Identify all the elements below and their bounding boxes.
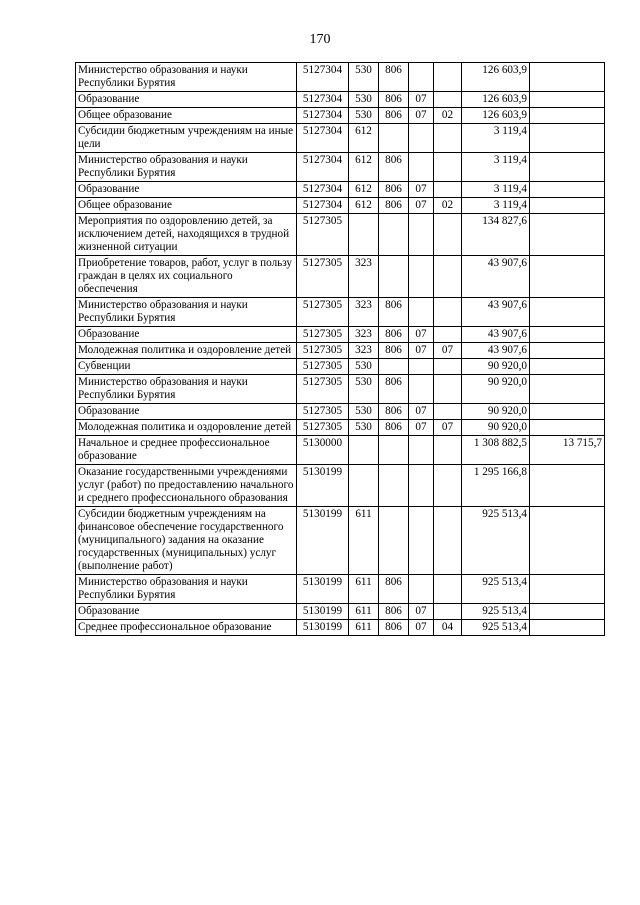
amount-extra-cell: [530, 298, 605, 327]
table-row: [76, 375, 605, 404]
subsection-code-cell: 07: [434, 420, 462, 436]
expense-type-cell: 612: [349, 182, 379, 198]
subsection-code-cell: [434, 256, 462, 298]
table-row: [76, 420, 605, 436]
section-code-cell: 07: [409, 604, 434, 620]
section-code-cell: [409, 298, 434, 327]
section-code-cell: 07: [409, 108, 434, 124]
amount-extra-cell: [530, 359, 605, 375]
department-code-cell: 806: [379, 63, 409, 92]
budget-table-body: [76, 63, 605, 636]
amount-cell: 126 603,9: [462, 63, 530, 92]
amount-extra-cell: [530, 327, 605, 343]
department-code-cell: 806: [379, 404, 409, 420]
amount-cell: 134 827,6: [462, 214, 530, 256]
target-article-cell: 5127305: [297, 420, 349, 436]
section-code-cell: [409, 465, 434, 507]
amount-extra-cell: [530, 620, 605, 636]
amount-cell: 3 119,4: [462, 182, 530, 198]
department-code-cell: [379, 465, 409, 507]
expense-type-cell: 530: [349, 108, 379, 124]
table-row: [76, 327, 605, 343]
table-row: [76, 298, 605, 327]
amount-cell: 1 295 166,8: [462, 465, 530, 507]
department-code-cell: [379, 256, 409, 298]
subsection-code-cell: [434, 124, 462, 153]
row-name-cell: Начальное и среднее профессиональное образование: [76, 436, 297, 465]
subsection-code-cell: [434, 214, 462, 256]
department-code-cell: 806: [379, 92, 409, 108]
budget-table: [75, 62, 605, 636]
department-code-cell: 806: [379, 153, 409, 182]
amount-cell: 43 907,6: [462, 298, 530, 327]
row-name-cell: Образование: [76, 604, 297, 620]
department-code-cell: 806: [379, 108, 409, 124]
expense-type-cell: 323: [349, 327, 379, 343]
table-row: [76, 198, 605, 214]
subsection-code-cell: [434, 63, 462, 92]
subsection-code-cell: [434, 604, 462, 620]
section-code-cell: [409, 214, 434, 256]
row-name-cell: Министерство образования и науки Республики Бурятия: [76, 575, 297, 604]
amount-cell: 126 603,9: [462, 108, 530, 124]
amount-cell: 43 907,6: [462, 343, 530, 359]
amount-cell: 43 907,6: [462, 256, 530, 298]
amount-extra-cell: [530, 256, 605, 298]
expense-type-cell: [349, 436, 379, 465]
expense-type-cell: 611: [349, 604, 379, 620]
expense-type-cell: 612: [349, 153, 379, 182]
row-name-cell: Субсидии бюджетным учреждениям на иные цели: [76, 124, 297, 153]
target-article-cell: 5130000: [297, 436, 349, 465]
subsection-code-cell: [434, 327, 462, 343]
expense-type-cell: [349, 465, 379, 507]
expense-type-cell: 530: [349, 359, 379, 375]
amount-extra-cell: [530, 153, 605, 182]
section-code-cell: 07: [409, 182, 434, 198]
subsection-code-cell: 02: [434, 198, 462, 214]
subsection-code-cell: 07: [434, 343, 462, 359]
section-code-cell: [409, 153, 434, 182]
target-article-cell: 5127305: [297, 298, 349, 327]
amount-cell: 90 920,0: [462, 375, 530, 404]
row-name-cell: Мероприятия по оздоровлению детей, за исключением детей, находящихся в трудной жизненной ситуации: [76, 214, 297, 256]
target-article-cell: 5130199: [297, 465, 349, 507]
subsection-code-cell: [434, 359, 462, 375]
department-code-cell: 806: [379, 343, 409, 359]
expense-type-cell: 323: [349, 298, 379, 327]
amount-extra-cell: [530, 375, 605, 404]
table-row: [76, 604, 605, 620]
amount-extra-cell: [530, 404, 605, 420]
expense-type-cell: 611: [349, 620, 379, 636]
amount-cell: 90 920,0: [462, 420, 530, 436]
table-row: [76, 256, 605, 298]
expense-type-cell: 612: [349, 124, 379, 153]
amount-extra-cell: [530, 507, 605, 575]
amount-extra-cell: [530, 92, 605, 108]
section-code-cell: 07: [409, 327, 434, 343]
amount-extra-cell: 13 715,7: [530, 436, 605, 465]
target-article-cell: 5127305: [297, 214, 349, 256]
department-code-cell: [379, 359, 409, 375]
expense-type-cell: 323: [349, 256, 379, 298]
section-code-cell: 07: [409, 92, 434, 108]
subsection-code-cell: [434, 92, 462, 108]
table-row: [76, 359, 605, 375]
table-row: [76, 436, 605, 465]
row-name-cell: Среднее профессиональное образование: [76, 620, 297, 636]
target-article-cell: 5127305: [297, 327, 349, 343]
row-name-cell: Оказание государственными учреждениями услуг (работ) по предоставлению начального и среднего профессионального образования: [76, 465, 297, 507]
table-row: [76, 343, 605, 359]
expense-type-cell: 611: [349, 507, 379, 575]
amount-cell: 925 513,4: [462, 604, 530, 620]
expense-type-cell: 530: [349, 63, 379, 92]
section-code-cell: 07: [409, 404, 434, 420]
row-name-cell: Общее образование: [76, 198, 297, 214]
department-code-cell: 806: [379, 420, 409, 436]
table-row: [76, 182, 605, 198]
department-code-cell: [379, 436, 409, 465]
table-row: [76, 108, 605, 124]
amount-cell: 3 119,4: [462, 198, 530, 214]
department-code-cell: 806: [379, 604, 409, 620]
section-code-cell: [409, 359, 434, 375]
table-row: [76, 620, 605, 636]
target-article-cell: 5130199: [297, 575, 349, 604]
amount-extra-cell: [530, 575, 605, 604]
amount-extra-cell: [530, 214, 605, 256]
table-row: [76, 575, 605, 604]
subsection-code-cell: [434, 298, 462, 327]
amount-cell: 3 119,4: [462, 124, 530, 153]
table-row: [76, 214, 605, 256]
table-row: [76, 404, 605, 420]
target-article-cell: 5127305: [297, 404, 349, 420]
section-code-cell: [409, 375, 434, 404]
department-code-cell: 806: [379, 327, 409, 343]
row-name-cell: Образование: [76, 182, 297, 198]
amount-extra-cell: [530, 420, 605, 436]
section-code-cell: [409, 507, 434, 575]
department-code-cell: 806: [379, 375, 409, 404]
expense-type-cell: 530: [349, 420, 379, 436]
expense-type-cell: 530: [349, 375, 379, 404]
table-row: [76, 124, 605, 153]
amount-cell: 43 907,6: [462, 327, 530, 343]
amount-extra-cell: [530, 343, 605, 359]
target-article-cell: 5127304: [297, 153, 349, 182]
table-row: [76, 153, 605, 182]
section-code-cell: 07: [409, 620, 434, 636]
row-name-cell: Министерство образования и науки Республики Бурятия: [76, 153, 297, 182]
amount-cell: 90 920,0: [462, 404, 530, 420]
subsection-code-cell: [434, 182, 462, 198]
amount-extra-cell: [530, 465, 605, 507]
subsection-code-cell: [434, 436, 462, 465]
department-code-cell: 806: [379, 182, 409, 198]
department-code-cell: 806: [379, 198, 409, 214]
row-name-cell: Министерство образования и науки Республики Бурятия: [76, 298, 297, 327]
target-article-cell: 5127305: [297, 359, 349, 375]
department-code-cell: [379, 124, 409, 153]
department-code-cell: 806: [379, 298, 409, 327]
amount-cell: 126 603,9: [462, 92, 530, 108]
row-name-cell: Субвенции: [76, 359, 297, 375]
amount-extra-cell: [530, 198, 605, 214]
section-code-cell: [409, 436, 434, 465]
row-name-cell: Образование: [76, 404, 297, 420]
target-article-cell: 5130199: [297, 620, 349, 636]
amount-extra-cell: [530, 604, 605, 620]
subsection-code-cell: [434, 153, 462, 182]
table-row: [76, 507, 605, 575]
subsection-code-cell: [434, 575, 462, 604]
amount-cell: 925 513,4: [462, 575, 530, 604]
section-code-cell: 07: [409, 343, 434, 359]
subsection-code-cell: [434, 507, 462, 575]
amount-cell: 925 513,4: [462, 507, 530, 575]
amount-cell: 3 119,4: [462, 153, 530, 182]
row-name-cell: Образование: [76, 92, 297, 108]
row-name-cell: Образование: [76, 327, 297, 343]
target-article-cell: 5127304: [297, 198, 349, 214]
row-name-cell: Молодежная политика и оздоровление детей: [76, 420, 297, 436]
section-code-cell: [409, 124, 434, 153]
row-name-cell: Министерство образования и науки Республики Бурятия: [76, 375, 297, 404]
table-row: [76, 92, 605, 108]
department-code-cell: 806: [379, 620, 409, 636]
expense-type-cell: 323: [349, 343, 379, 359]
section-code-cell: 07: [409, 198, 434, 214]
target-article-cell: 5127304: [297, 63, 349, 92]
department-code-cell: 806: [379, 575, 409, 604]
expense-type-cell: 612: [349, 198, 379, 214]
subsection-code-cell: [434, 375, 462, 404]
amount-cell: 1 308 882,5: [462, 436, 530, 465]
target-article-cell: 5127304: [297, 182, 349, 198]
expense-type-cell: 611: [349, 575, 379, 604]
department-code-cell: [379, 214, 409, 256]
amount-cell: 90 920,0: [462, 359, 530, 375]
subsection-code-cell: 04: [434, 620, 462, 636]
target-article-cell: 5130199: [297, 507, 349, 575]
amount-extra-cell: [530, 182, 605, 198]
amount-extra-cell: [530, 63, 605, 92]
section-code-cell: [409, 63, 434, 92]
target-article-cell: 5130199: [297, 604, 349, 620]
section-code-cell: 07: [409, 420, 434, 436]
section-code-cell: [409, 256, 434, 298]
row-name-cell: Общее образование: [76, 108, 297, 124]
row-name-cell: Субсидии бюджетным учреждениям на финансовое обеспечение государственного (муниципального) задания на оказание государственных (муниципальных) услуг (выполнение работ): [76, 507, 297, 575]
target-article-cell: 5127304: [297, 108, 349, 124]
target-article-cell: 5127305: [297, 343, 349, 359]
table-row: [76, 465, 605, 507]
amount-extra-cell: [530, 124, 605, 153]
section-code-cell: [409, 575, 434, 604]
expense-type-cell: 530: [349, 92, 379, 108]
target-article-cell: 5127305: [297, 375, 349, 404]
target-article-cell: 5127305: [297, 256, 349, 298]
row-name-cell: Приобретение товаров, работ, услуг в пользу граждан в целях их социального обеспечения: [76, 256, 297, 298]
target-article-cell: 5127304: [297, 92, 349, 108]
expense-type-cell: [349, 214, 379, 256]
department-code-cell: [379, 507, 409, 575]
expense-type-cell: 530: [349, 404, 379, 420]
table-row: [76, 63, 605, 92]
subsection-code-cell: 02: [434, 108, 462, 124]
subsection-code-cell: [434, 404, 462, 420]
subsection-code-cell: [434, 465, 462, 507]
row-name-cell: Министерство образования и науки Республики Бурятия: [76, 63, 297, 92]
amount-cell: 925 513,4: [462, 620, 530, 636]
target-article-cell: 5127304: [297, 124, 349, 153]
page-number: 170: [309, 32, 331, 47]
row-name-cell: Молодежная политика и оздоровление детей: [76, 343, 297, 359]
amount-extra-cell: [530, 108, 605, 124]
